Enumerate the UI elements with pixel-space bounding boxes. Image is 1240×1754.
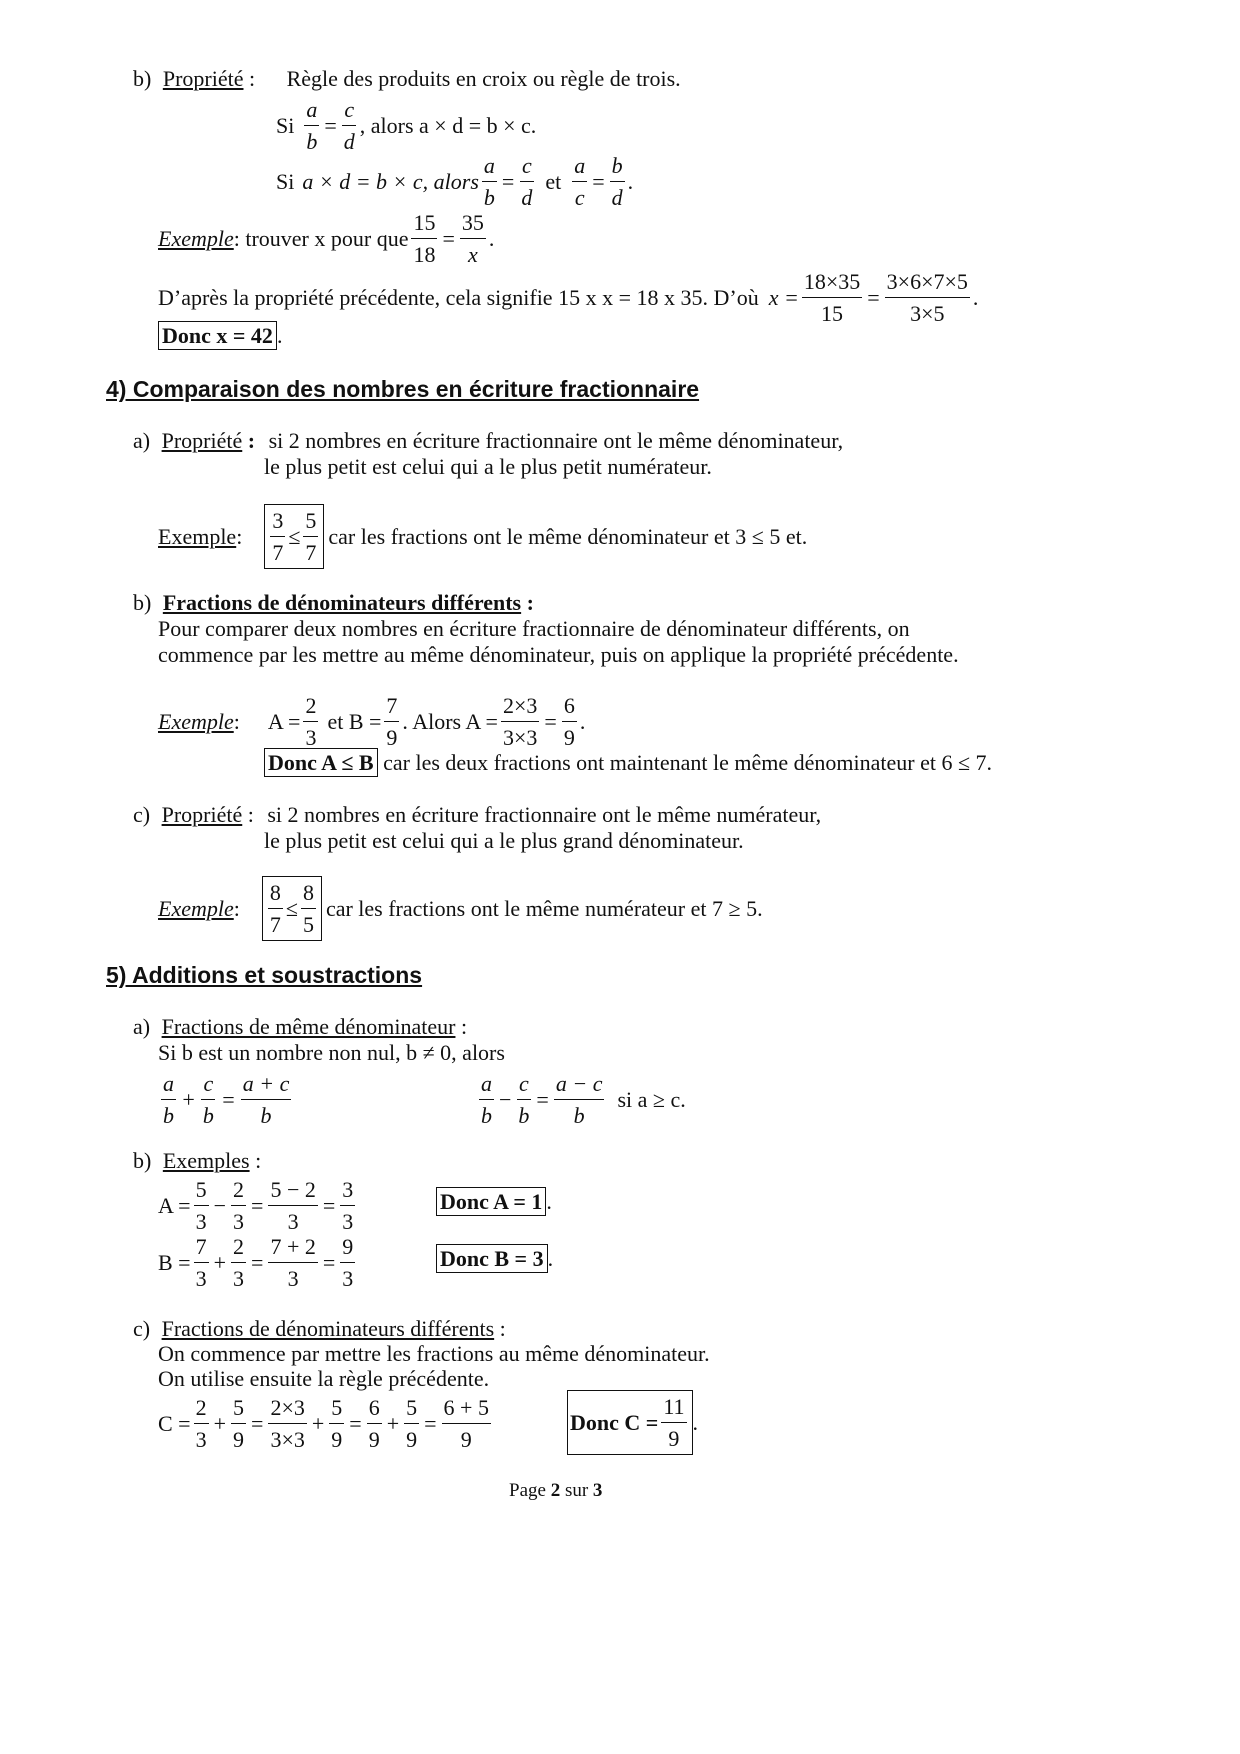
s4-c-line2: le plus petit est celui qui a le plus grand dénominateur.	[264, 828, 744, 853]
section-5-title: 5) Additions et soustractions	[106, 962, 423, 988]
fraction-15-18: $\frac{15}{18}$	[411, 207, 437, 270]
fraction-c-d: $\frac{c}{d}$	[519, 150, 534, 213]
fraction-product: $\frac{3\times 6\times 7\times 5}{3\times 5}$	[885, 266, 970, 329]
fraction-18x35-15: $\frac{18\times 35}{15}$	[802, 266, 862, 329]
s4-c-exemple: Exemple : $\frac{8}{7}$ ≤ $\frac{8}{5}$ car les fractions ont le même numérateur et 7 ≥ 5.	[158, 876, 763, 941]
fraction-a-b: $\frac{a}{b}$	[304, 94, 319, 157]
s4-c-propriete: c) Propriété : si 2 nombres en écriture fractionnaire ont le même numérateur,	[133, 802, 822, 827]
rule-line-2: Si a × d = b × c, alors $\frac{a}{b}$ = $\frac{c}{d}$ et $\frac{a}{c}$ = $\frac{b}{d}$ .	[276, 150, 633, 213]
addition-rule: $\frac{a}{b}$ + $\frac{c}{b}$ = $\frac{a + c}{b}$	[158, 1068, 294, 1131]
example-B: B = $\frac{7}{3}$ + $\frac{2}{3}$ = $\frac{7 + 2}{3}$ = $\frac{9}{3}$	[158, 1231, 358, 1294]
fraction-b-d: $\frac{b}{d}$	[610, 150, 625, 213]
s5-c-line2: On utilise ensuite la règle précédente.	[158, 1366, 490, 1391]
s4-a-exemple: Exemple : $\frac{3}{7}$ ≤ $\frac{5}{7}$ car les fractions ont le même dénominateur et 3 ≤ 5 et.	[158, 504, 807, 569]
fraction-a-b: $\frac{a}{b}$	[482, 150, 497, 213]
donc-A: Donc A = 1 .	[436, 1189, 552, 1215]
s4-b-line1: Pour comparer deux nombres en écriture fractionnaire de dénominateur différents, on	[158, 616, 910, 641]
dapres-line: D’après la propriété précédente, cela signifie 15 x x = 18 x 35. D’où x = $\frac{18\times 35}{15}$ = $\frac{3\times 6\times 7\times 5}{3\times 5}$ .	[158, 266, 978, 329]
fraction-35-x: $\frac{35}{x}$	[460, 207, 486, 270]
s4-a-propriete: a) Propriété : si 2 nombres en écriture fractionnaire ont le même dénominateur,	[133, 428, 844, 453]
s4-a-line2: le plus petit est celui qui a le plus petit numérateur.	[264, 454, 712, 479]
s5-a-line1: Si b est un nombre non nul, b ≠ 0, alors	[158, 1040, 505, 1065]
s5-c-heading: c) Fractions de dénominateurs différents :	[133, 1316, 506, 1341]
donc-B: Donc B = 3 .	[436, 1246, 553, 1272]
s4-b-donc: Donc A ≤ B car les deux fractions ont maintenant le même dénominateur et 6 ≤ 7.	[264, 750, 992, 776]
donc-x-result: Donc x = 42 .	[158, 323, 282, 349]
propriete-title: Propriété	[162, 66, 244, 91]
section-4-title: 4) Comparaison des nombres en écriture fractionnaire	[106, 376, 700, 402]
example-A: A = $\frac{5}{3}$ − $\frac{2}{3}$ = $\frac{5 - 2}{3}$ = $\frac{3}{3}$	[158, 1174, 358, 1237]
boxed-comparison-8-7-8-5: $\frac{8}{7}$ ≤ $\frac{8}{5}$	[262, 876, 322, 941]
example-C: C = $\frac{2}{3}$ + $\frac{5}{9}$ = $\frac{2\times 3}{3\times 3}$ + $\frac{5}{9}$ = $\frac{6}{9}$ + $\frac{5}{9}$ = $\frac{6 + 5}{9}$	[158, 1392, 494, 1455]
page-footer: Page 2 sur 3	[509, 1480, 603, 1501]
fraction-c-d: $\frac{c}{d}$	[342, 94, 357, 157]
boxed-comparison-3-7-5-7: $\frac{3}{7}$ ≤ $\frac{5}{7}$	[264, 504, 324, 569]
s4-b-exemple: Exemple : A = $\frac{2}{3}$ et B = $\frac{7}{9}$ . Alors A = $\frac{2\times 3}{3\times 3}$ = $\frac{6}{9}$ .	[158, 690, 585, 753]
propriete-text: Règle des produits en croix ou règle de trois.	[286, 66, 681, 91]
s5-b-heading: b) Exemples :	[133, 1148, 262, 1173]
s5-c-line1: On commence par mettre les fractions au même dénominateur.	[158, 1341, 710, 1366]
subtraction-rule: $\frac{a}{b}$ − $\frac{c}{b}$ = $\frac{a - c}{b}$ si a ≥ c.	[476, 1068, 686, 1131]
s5-a-heading: a) Fractions de même dénominateur :	[133, 1014, 468, 1039]
fraction-a-c: $\frac{a}{c}$	[572, 150, 587, 213]
rule-line-1: Si $\frac{a}{b}$ = $\frac{c}{d}$ , alors a × d = b × c.	[276, 94, 536, 157]
s4-b-line2: commence par les mettre au même dénominateur, puis on applique la propriété précédente.	[158, 642, 959, 667]
exemple-line: Exemple : trouver x pour que $\frac{15}{18}$ = $\frac{35}{x}$ .	[158, 207, 494, 270]
donc-C: Donc C = $\frac{11}{9}$ .	[567, 1390, 698, 1455]
b-propriete-heading: b) Propriété : Règle des produits en croix ou règle de trois.	[133, 66, 681, 91]
s4-b-heading: b) Fractions de dénominateurs différents :	[133, 590, 534, 615]
